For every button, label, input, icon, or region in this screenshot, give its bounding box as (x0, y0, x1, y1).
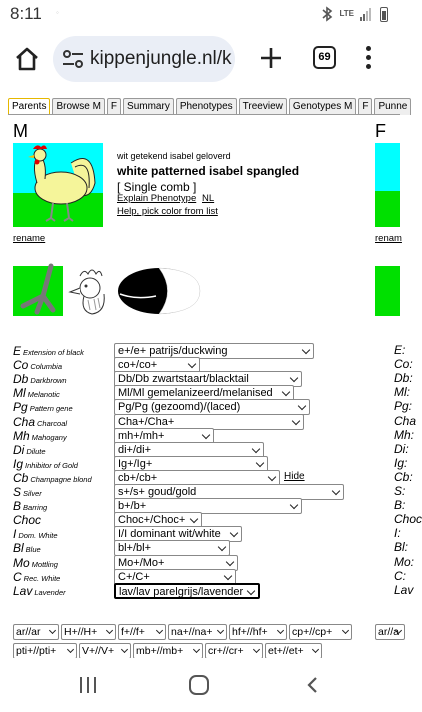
head-image (66, 266, 114, 316)
gene-symbol-text: E (13, 344, 22, 358)
status-icons (321, 5, 388, 23)
gene-symbol-text: Bl (13, 541, 24, 556)
female-gene-symbol: Ml: (394, 385, 410, 400)
gene-name: Mahogany (31, 432, 67, 442)
head-swatch (66, 266, 114, 316)
gene-symbol (13, 556, 58, 570)
female-gene-symbol: Mh: (394, 427, 415, 442)
gene-select-et[interactable]: et+//et+ (265, 643, 322, 659)
female-gene-symbol: Mo: (394, 554, 415, 569)
female-gene-symbol: Cha (394, 413, 417, 428)
leg-image (13, 266, 63, 316)
gene-row (13, 582, 414, 600)
gene-symbol (13, 570, 60, 584)
system-nav-bar (0, 658, 400, 712)
gene-select-cp[interactable]: cp+//cp+ (289, 624, 352, 640)
gene-select[interactable]: Cha+/Cha+ (114, 414, 304, 430)
back-icon[interactable] (306, 677, 318, 693)
new-tab-icon[interactable] (259, 46, 283, 70)
female-gene-select-ar[interactable]: ar//a (375, 624, 405, 640)
tab-divider (8, 114, 400, 115)
phenotype-dutch: wit getekend isabel geloverd (117, 151, 231, 161)
overflow-menu-icon[interactable] (365, 46, 371, 70)
gene-symbol (13, 386, 60, 400)
gene-select[interactable]: I/I dominant wit/white (114, 526, 242, 542)
gene-symbol (13, 415, 67, 429)
gene-select-na[interactable]: na+//na+ (168, 624, 227, 640)
comb-type: [ Single comb ] (117, 180, 197, 194)
gene-symbol-text: Co (13, 358, 29, 373)
browser-toolbar (0, 30, 400, 88)
gene-symbol (13, 400, 73, 414)
network-type: LTE (339, 9, 354, 18)
gene-symbol (13, 499, 47, 513)
gene-select[interactable]: co+/co+ (114, 357, 200, 373)
web-page (0, 88, 422, 658)
url-text[interactable]: kippenjungle.nl/k (90, 48, 232, 69)
gene-symbol-text: Mh (13, 428, 30, 443)
tab-phenotypes[interactable]: Phenotypes (176, 98, 237, 115)
gene-select[interactable]: di+/di+ (114, 442, 264, 458)
gene-select[interactable]: b+/b+ (114, 498, 302, 514)
gene-name: Melanotic (27, 390, 60, 400)
gene-select[interactable]: cb+/cb+ (114, 470, 280, 486)
female-gene-symbol: Di: (394, 441, 409, 456)
gene-select[interactable]: s+/s+ goud/gold (114, 484, 344, 500)
female-gene-symbol: Cb: (394, 469, 413, 484)
status-bar (0, 0, 400, 30)
gene-symbol-text: I (13, 527, 17, 542)
address-bar[interactable] (53, 36, 235, 82)
gene-select-h[interactable]: H+//H+ (61, 624, 116, 640)
gene-select[interactable]: Mo+/Mo+ (114, 555, 238, 571)
gene-name: Silver (23, 489, 42, 498)
tab-browse-f[interactable]: F (107, 98, 121, 115)
hide-link[interactable]: Hide (284, 470, 305, 482)
female-gene-symbol: Ig: (394, 455, 408, 470)
female-gene-symbol: Co: (394, 357, 413, 372)
gene-select-ar[interactable]: ar//ar (13, 624, 59, 640)
gene-symbol (13, 584, 66, 598)
female-gene-symbol: B: (394, 498, 406, 513)
tab-browse-m[interactable]: Browse M (52, 98, 104, 115)
home-nav-icon[interactable] (189, 675, 209, 695)
female-gene-symbol: C: (394, 568, 406, 583)
gene-symbol-text: S (13, 485, 22, 499)
female-gene-symbol: Bl: (394, 540, 409, 555)
gene-select-pti[interactable]: pti+//pti+ (13, 643, 77, 659)
recents-icon[interactable] (80, 677, 98, 693)
gene-name: Darkbrown (30, 376, 67, 386)
gene-select[interactable]: mh+/mh+ (114, 428, 214, 444)
gene-symbol (13, 485, 42, 499)
status-time: 8:11 (10, 4, 42, 23)
gene-select-mb[interactable]: mb+//mb+ (133, 643, 203, 659)
gene-name: Lavender (34, 587, 66, 597)
male-heading: M (13, 121, 28, 141)
gene-symbol-text: B (13, 499, 22, 514)
gene-symbol-text: Di (13, 442, 25, 457)
gene-name: Pattern gene (29, 404, 73, 414)
tab-parents[interactable]: Parents (8, 98, 50, 115)
gene-symbol (13, 471, 92, 485)
feather-swatch (116, 266, 202, 316)
gene-select[interactable]: Pg/Pg (gezoomd)/(laced) (114, 399, 310, 415)
gene-symbol (13, 527, 58, 541)
gene-symbol (13, 457, 78, 471)
page-tabs (8, 98, 411, 115)
gene-name: Rec. White (23, 573, 61, 583)
gene-symbol-text: Choc (13, 513, 42, 528)
battery-icon (380, 7, 388, 22)
feather-image (116, 266, 202, 316)
site-settings-icon[interactable] (62, 49, 84, 69)
bluetooth-icon (321, 6, 333, 22)
tab-switcher-button[interactable]: 69 (313, 46, 336, 69)
female-gene-symbol: Pg: (394, 399, 413, 414)
signal-icon (360, 7, 374, 21)
gene-select[interactable]: lav/lav parelgrijs/lavender (114, 583, 260, 599)
leg-swatch (13, 266, 63, 316)
tab-punnett[interactable]: Punne (374, 98, 411, 115)
gene-symbol (13, 372, 67, 386)
gene-symbol (13, 541, 41, 555)
gene-select[interactable]: e+/e+ patrijs/duckwing (114, 343, 314, 359)
gene-symbol-text: Ig (13, 456, 24, 471)
gene-name: Columbia (30, 362, 63, 372)
gene-symbol-text: Ml (13, 386, 26, 401)
gene-name: Dilute (26, 446, 46, 456)
home-icon[interactable] (14, 46, 40, 72)
explain-phenotype-link[interactable]: Explain Phenotype (117, 193, 197, 204)
tab-genotypes-f[interactable]: F (358, 98, 372, 115)
gene-select[interactable]: C+/C+ (114, 569, 236, 585)
rename-male-link[interactable]: rename (13, 233, 46, 244)
tab-genotypes-m[interactable]: Genotypes M (289, 98, 356, 115)
rooster-image (13, 143, 103, 227)
female-heading: F (375, 121, 386, 141)
gene-symbol-text: Pg (13, 400, 28, 415)
female-gene-symbol: Lav (394, 582, 414, 597)
gene-symbol-text: Cha (13, 414, 36, 429)
gene-name: Extension of black (23, 348, 84, 357)
notification-dot-icon: ◦ (56, 8, 59, 17)
gene-select-cr[interactable]: cr+//cr+ (205, 643, 263, 659)
female-gene-symbol: Choc (394, 512, 422, 527)
gene-symbol-text: Cb (13, 470, 29, 485)
rename-female-link[interactable]: renam (375, 233, 402, 244)
hen-swatch (375, 143, 400, 227)
gene-name: Blue (25, 545, 41, 555)
gene-symbol (13, 344, 84, 358)
female-gene-symbol: I: (394, 526, 401, 541)
gene-name: Champagne blond (30, 474, 92, 484)
female-leg-swatch (375, 266, 400, 316)
gene-symbol (13, 443, 46, 457)
gene-symbol-text: Db (13, 372, 29, 387)
gene-symbol (13, 513, 41, 527)
female-gene-symbol: Db: (394, 371, 413, 386)
gene-select-f[interactable]: f+//f+ (118, 624, 166, 640)
gene-name: Inhibitor of Gold (25, 460, 78, 470)
gene-symbol (13, 358, 62, 372)
help-pick-color-link[interactable]: Help, pick color from list (117, 206, 218, 217)
gene-symbol-text: Lav (13, 583, 33, 598)
tab-summary[interactable]: Summary (123, 98, 174, 115)
gene-select[interactable]: Ig+/Ig+ (114, 456, 268, 472)
rooster-swatch (13, 143, 103, 227)
female-gene-symbol: E: (394, 343, 406, 357)
gene-select-v[interactable]: V+//V+ (79, 643, 131, 659)
gene-name: Barring (23, 503, 48, 513)
gene-select[interactable]: Db/Db zwartstaart/blacktail (114, 371, 302, 387)
gene-select[interactable]: bl+/bl+ (114, 540, 230, 556)
gene-name: Charcoal (37, 418, 68, 428)
gene-name: Dom. White (18, 531, 58, 541)
nl-link[interactable]: NL (202, 193, 215, 204)
phenotype-english: white patterned isabel spangled (117, 164, 300, 178)
tab-treeview[interactable]: Treeview (239, 98, 287, 115)
gene-symbol-text: C (13, 569, 22, 584)
female-gene-symbol: S: (394, 484, 406, 498)
gene-symbol-text: Mo (13, 555, 30, 570)
gene-name: Mottling (31, 559, 58, 569)
gene-symbol (13, 429, 67, 443)
gene-select[interactable]: Ml/Ml gemelanizeerd/melanised (114, 385, 294, 401)
gene-select[interactable]: Choc+/Choc+ (114, 512, 202, 528)
gene-select-hf[interactable]: hf+//hf+ (229, 624, 287, 640)
